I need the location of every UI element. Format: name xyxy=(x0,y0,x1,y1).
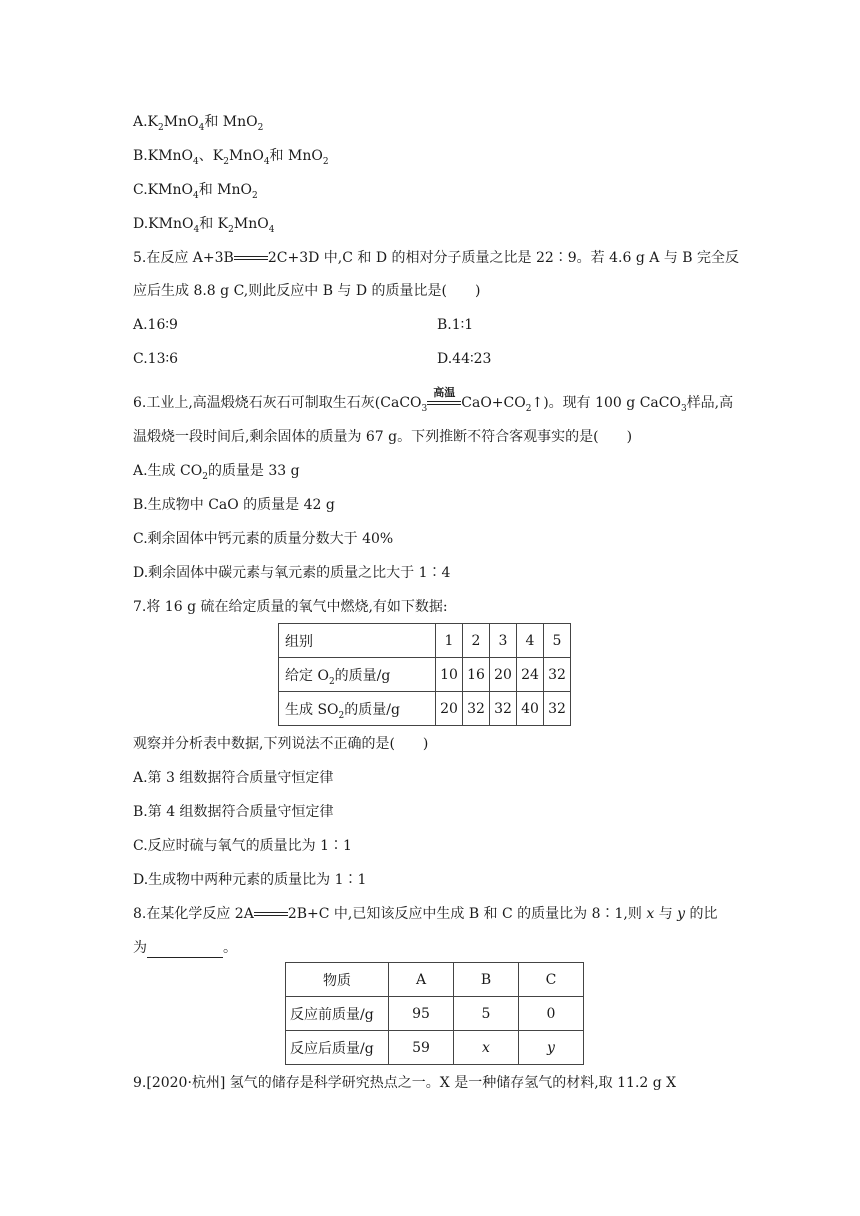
answer-blank[interactable] xyxy=(147,943,223,958)
q6-option-c: C.剩余固体中钙元素的质量分数大于 40% xyxy=(133,531,394,547)
table-row: 物质 A B C xyxy=(286,963,584,997)
q8-data-table xyxy=(285,962,584,1065)
q5-option-d: D.44∶23 xyxy=(437,351,492,367)
reaction-arrow xyxy=(234,253,268,263)
q5-stem-line2: 应后生成 8.8 g C,则此反应中 B 与 D 的质量比是( ) xyxy=(133,283,481,299)
table-row: 反应前质量/g 95 5 0 xyxy=(286,997,584,1031)
q8-stem-line2: 为 。 xyxy=(133,940,237,956)
q7-option-c: C.反应时硫与氧气的质量比为 1∶1 xyxy=(133,838,352,854)
table-row: 组别 1 2 3 4 5 xyxy=(279,624,571,658)
q6-option-b: B.生成物中 CaO 的质量是 42 g xyxy=(133,497,335,513)
q9-stem: 9.[2020·杭州] 氢气的储存是科学研究热点之一。X 是一种储存氢气的材料,取 11.2 g X xyxy=(133,1075,677,1091)
q4-option-d: D.KMnO$_4$和 $K_2MnO_4$ xyxy=(133,216,275,235)
q7-data-table xyxy=(278,623,571,726)
q7-stem: 7.将 16 g 硫在给定质量的氧气中燃烧,有如下数据: xyxy=(133,599,448,615)
reaction-condition: 高温 xyxy=(433,386,456,399)
q8-stem-line1: 8.在某化学反应 2A 2B+C 中,已知该反应中生成 B 和 C 的质量比为 8∶1,则 x 与 y 的比 xyxy=(133,906,718,922)
table-row: 生成 $SO_2$的质量/g 20 32 32 40 32 xyxy=(279,692,571,726)
q7-option-a: A.第 3 组数据符合质量守恒定律 xyxy=(133,770,334,786)
q6-option-a: A.生成 $CO_2$的质量是 33 g xyxy=(133,463,300,482)
q7-option-d: D.生成物中两种元素的质量比为 1∶1 xyxy=(133,872,367,888)
q6-stem-line2: 温煅烧一段时间后,剩余固体的质量为 67 g。下列推断不符合客观事实的是( ) xyxy=(133,429,633,445)
q5-stem-line1: 5.在反应 A+3B 2C+3D 中,C 和 D 的相对分子质量之比是 22∶9。若 4.6 g A 与 B 完全反 xyxy=(133,250,740,266)
q5-option-a: A.16∶9 xyxy=(133,317,178,333)
q5-option-b: B.1∶1 xyxy=(437,317,474,333)
q6-stem-line1: 6.工业上,高温煅烧石灰石可制取生石灰(CaCO$_3$ 高温 $CaO+CO_2↑$)。现有 100 g CaCO$_3$样品,高 xyxy=(133,393,733,415)
table-row: 反应后质量/g 59 x y xyxy=(286,1031,584,1065)
q6-option-d: D.剩余固体中碳元素与氧元素的质量之比大于 1∶4 xyxy=(133,565,451,581)
q7-option-b: B.第 4 组数据符合质量守恒定律 xyxy=(133,804,334,820)
q7-question: 观察并分析表中数据,下列说法不正确的是( ) xyxy=(133,736,429,752)
q5-option-c: C.13∶6 xyxy=(133,351,179,367)
reaction-arrow xyxy=(427,386,461,408)
q4-option-a: $A.K_2MnO_4$和 MnO$_2$ xyxy=(133,114,264,133)
reaction-arrow xyxy=(254,909,288,919)
q4-option-c: C.KMnO$_4$和 MnO$_2$ xyxy=(133,182,258,201)
table-row: 给定 $O_2$的质量/g 10 16 20 24 32 xyxy=(279,658,571,692)
q4-option-b: B.KMnO$_4$、$K_2MnO_4$和 MnO$_2$ xyxy=(133,148,329,167)
